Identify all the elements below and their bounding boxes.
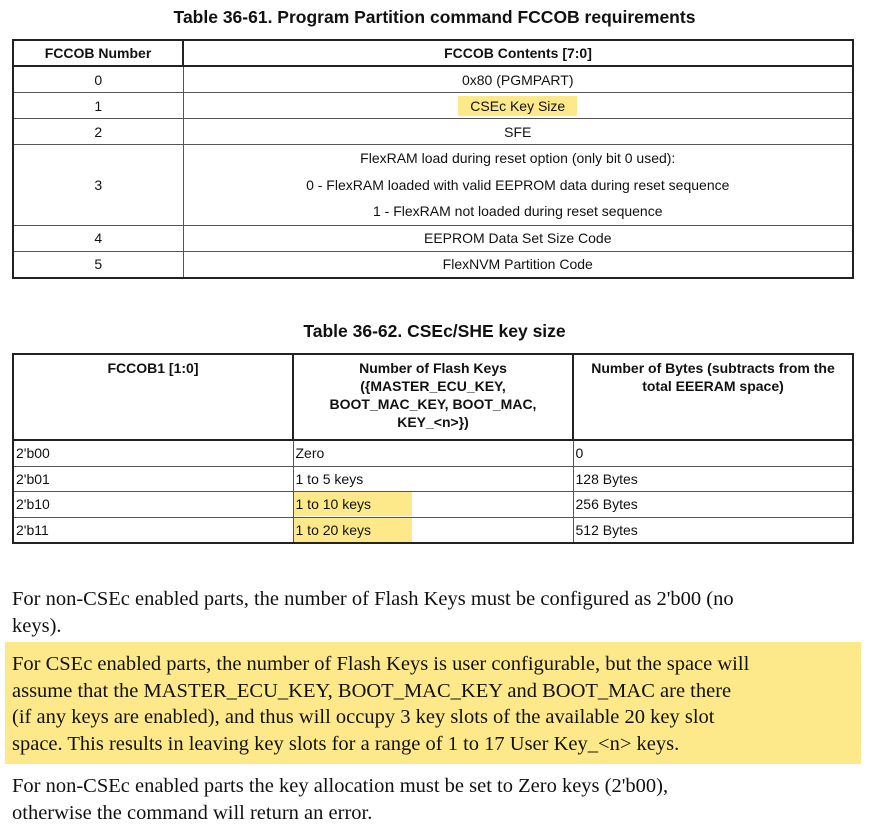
content-line: FlexRAM load during reset option (only bit 0 used): [360,150,676,166]
header-fccob-contents: FCCOB Contents [7:0] [183,40,853,66]
fccob-number: 1 [13,93,183,119]
highlighted-text: 1 to 10 keys [294,492,412,516]
fccob-requirements-table [12,39,854,279]
header-fccob1: FCCOB1 [1:0] [13,354,293,440]
fccob-contents: FlexNVM Partition Code [183,251,853,278]
table-header-row [13,354,853,440]
highlighted-text: 1 to 20 keys [294,518,412,542]
table-row [13,119,853,145]
fccob1-code: 2'b11 [13,517,293,543]
header-line: total EEERAM space) [642,378,784,394]
header-line: KEY_<n>}) [397,414,469,430]
fccob-number: 0 [13,66,183,93]
bytes: 0 [573,440,853,466]
paragraph-line: space. This results in leaving key slots for a range of 1 to 17 User Key_<n> keys. [12,732,680,755]
paragraph-line: (if any keys are enabled), and thus will occupy 3 key slots of the available 20 key slot [12,706,715,728]
bytes: 256 Bytes [573,492,853,518]
header-flash-keys [293,354,573,440]
content-line: 1 - FlexRAM not loaded during reset sequence [373,203,663,219]
table-row [13,466,853,492]
fccob-contents: EEPROM Data Set Size Code [183,225,853,251]
fccob-contents [183,93,853,119]
header-bytes [573,354,853,440]
paragraph-line: For non-CSEc enabled parts the key allocation must be set to Zero keys (2'b00), [12,775,669,797]
header-line: Number of Flash Keys [359,360,507,376]
table-36-62-caption: Table 36-62. CSEc/SHE key size [303,321,566,341]
bytes: 512 Bytes [573,517,853,543]
paragraph-csec-enabled [12,651,858,757]
paragraph-line: For CSEc enabled parts, the number of Flash Keys is user configurable, but the space will [12,653,750,675]
fccob-contents [183,145,853,226]
key-size-table [12,353,854,544]
fccob-number: 3 [13,145,183,226]
flash-keys [293,517,573,543]
paragraph-non-csec-error [12,773,858,826]
fccob-number: 5 [13,251,183,278]
highlighted-text: CSEc Key Size [458,96,577,116]
table-36-61-caption: Table 36-61. Program Partition command FCCOB requirements [173,7,696,27]
content-line: 0 - FlexRAM loaded with valid EEPROM data during reset sequence [306,176,730,193]
paragraph-line: keys). [12,614,62,637]
fccob-contents: SFE [183,119,853,145]
table-row [13,440,853,466]
flash-keys: 1 to 5 keys [293,466,573,492]
flash-keys: Zero [293,440,573,466]
paragraph-line: otherwise the command will return an error. [12,801,373,824]
header-line: Number of Bytes (subtracts from the [591,360,835,376]
table-row [13,66,853,93]
fccob1-code: 2'b00 [13,440,293,466]
bytes: 128 Bytes [573,466,853,492]
fccob-contents: 0x80 (PGMPART) [183,66,853,93]
header-fccob-number: FCCOB Number [13,40,183,66]
table-row [13,517,853,543]
fccob-number: 4 [13,225,183,251]
header-line: ({MASTER_ECU_KEY, [360,378,506,394]
table-row [13,251,853,278]
table-row [13,145,853,226]
paragraph-line: For non-CSEc enabled parts, the number of Flash Keys must be configured as 2'b00 (no [12,588,734,610]
paragraph-line: assume that the MASTER_ECU_KEY, BOOT_MAC_KEY and BOOT_MAC are there [12,679,732,702]
table-row [13,492,853,518]
fccob-number: 2 [13,119,183,145]
header-line: BOOT_MAC_KEY, BOOT_MAC, [329,396,537,412]
flash-keys [293,492,573,518]
fccob1-code: 2'b10 [13,492,293,518]
paragraph-non-csec-config [12,586,858,639]
table-row [13,225,853,251]
fccob1-code: 2'b01 [13,466,293,492]
table-row [13,93,853,119]
table-header-row [13,40,853,66]
